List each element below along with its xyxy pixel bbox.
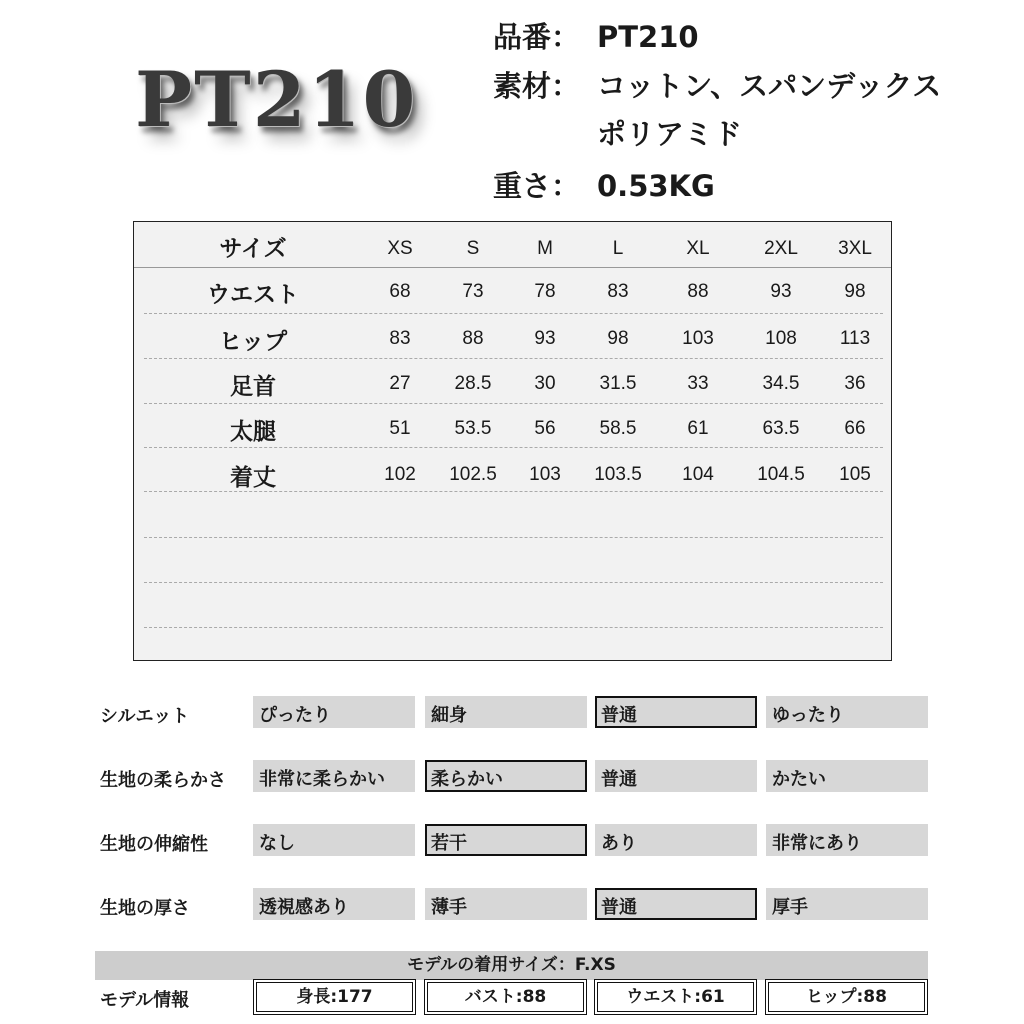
- model-stat-box: ウエスト:61: [597, 982, 754, 1012]
- model-info-label: モデル情報: [100, 990, 190, 1011]
- measurement-value: 103: [682, 328, 714, 349]
- attribute-option: ゆったり: [766, 696, 928, 728]
- attribute-option: ぴったり: [253, 696, 415, 728]
- size-header-label: サイズ: [219, 236, 287, 262]
- measurement-value: 66: [844, 418, 866, 439]
- row-divider: [144, 313, 883, 314]
- model-stat-box: ヒップ:88: [768, 982, 925, 1012]
- attribute-option: かたい: [766, 760, 928, 792]
- measurement-value: 78: [534, 281, 556, 302]
- attribute-option: 普通: [595, 760, 757, 792]
- spec-row-weight: [493, 169, 715, 203]
- row-divider: [144, 627, 883, 628]
- measurement-value: 31.5: [599, 373, 637, 394]
- attribute-option-selected: 若干: [425, 824, 587, 856]
- attribute-option: 細身: [425, 696, 587, 728]
- size-table: [133, 221, 892, 661]
- row-divider: [144, 582, 883, 583]
- spec-value: ポリアミド: [597, 117, 743, 151]
- measurement-label: ウエスト: [207, 282, 299, 308]
- size-column-header: 3XL: [838, 238, 872, 259]
- measurement-value: 102: [384, 464, 416, 485]
- measurement-value: 83: [389, 328, 411, 349]
- product-logo: PT210: [135, 55, 418, 144]
- attribute-option: なし: [253, 824, 415, 856]
- measurement-value: 34.5: [762, 373, 800, 394]
- spec-key: 品番：: [493, 20, 581, 54]
- attribute-label: 生地の柔らかさ: [100, 770, 226, 791]
- measurement-value: 102.5: [449, 464, 497, 485]
- row-divider: [144, 447, 883, 448]
- measurement-label: 足首: [230, 374, 276, 400]
- measurement-value: 30: [534, 373, 556, 394]
- row-divider: [144, 358, 883, 359]
- measurement-label: 着丈: [230, 465, 276, 491]
- measurement-value: 104.5: [757, 464, 805, 485]
- attribute-option: 厚手: [766, 888, 928, 920]
- measurement-label: 太腿: [230, 419, 276, 445]
- attribute-option: 透視感あり: [253, 888, 415, 920]
- spec-key: 素材：: [493, 69, 581, 103]
- spec-value: PT210: [597, 20, 699, 54]
- measurement-value: 63.5: [762, 418, 800, 439]
- attribute-option: 薄手: [425, 888, 587, 920]
- size-column-header: 2XL: [764, 238, 798, 259]
- measurement-value: 113: [839, 328, 871, 349]
- measurement-label: ヒップ: [218, 329, 288, 355]
- measurement-value: 61: [687, 418, 709, 439]
- measurement-value: 98: [607, 328, 629, 349]
- attribute-option-selected: 普通: [595, 696, 757, 728]
- spec-row-product-number: [493, 20, 699, 54]
- measurement-value: 36: [844, 373, 866, 394]
- measurement-value: 73: [462, 281, 484, 302]
- measurement-value: 28.5: [454, 373, 492, 394]
- measurement-value: 93: [534, 328, 556, 349]
- spec-row-material: [493, 69, 942, 103]
- size-column-header: S: [466, 238, 480, 259]
- measurement-value: 33: [687, 373, 709, 394]
- attribute-label: 生地の厚さ: [100, 898, 190, 919]
- attribute-option-selected: 普通: [595, 888, 757, 920]
- measurement-value: 56: [534, 418, 556, 439]
- measurement-value: 83: [607, 281, 629, 302]
- measurement-value: 27: [389, 373, 411, 394]
- model-size-bar: モデルの着用サイズ：F.XS: [95, 951, 928, 980]
- spec-row-material-cont: [493, 117, 743, 151]
- size-column-header: XS: [387, 238, 413, 259]
- attribute-option: 非常に柔らかい: [253, 760, 415, 792]
- attribute-option: 非常にあり: [766, 824, 928, 856]
- measurement-value: 68: [389, 281, 411, 302]
- measurement-value: 88: [687, 281, 709, 302]
- measurement-value: 58.5: [599, 418, 637, 439]
- size-column-header: XL: [686, 238, 710, 259]
- measurement-value: 108: [765, 328, 797, 349]
- attribute-label: シルエット: [100, 706, 190, 727]
- row-divider: [144, 537, 883, 538]
- attribute-label: 生地の伸縮性: [100, 834, 208, 855]
- spec-key: 重さ：: [493, 169, 581, 203]
- measurement-value: 103.5: [594, 464, 642, 485]
- attribute-option: あり: [595, 824, 757, 856]
- measurement-value: 105: [839, 464, 871, 485]
- measurement-value: 103: [529, 464, 561, 485]
- spec-value: 0.53KG: [597, 169, 715, 203]
- measurement-value: 104: [682, 464, 714, 485]
- row-divider: [134, 267, 891, 268]
- measurement-value: 98: [844, 281, 866, 302]
- measurement-value: 53.5: [454, 418, 492, 439]
- measurement-value: 93: [770, 281, 792, 302]
- attribute-option-selected: 柔らかい: [425, 760, 587, 792]
- measurement-value: 88: [462, 328, 484, 349]
- row-divider: [144, 403, 883, 404]
- model-stat-box: バスト:88: [427, 982, 584, 1012]
- measurement-value: 51: [389, 418, 411, 439]
- spec-value: コットン、スパンデックス: [597, 69, 942, 103]
- model-stat-box: 身長:177: [256, 982, 413, 1012]
- size-column-header: M: [537, 238, 553, 259]
- size-column-header: L: [612, 238, 624, 259]
